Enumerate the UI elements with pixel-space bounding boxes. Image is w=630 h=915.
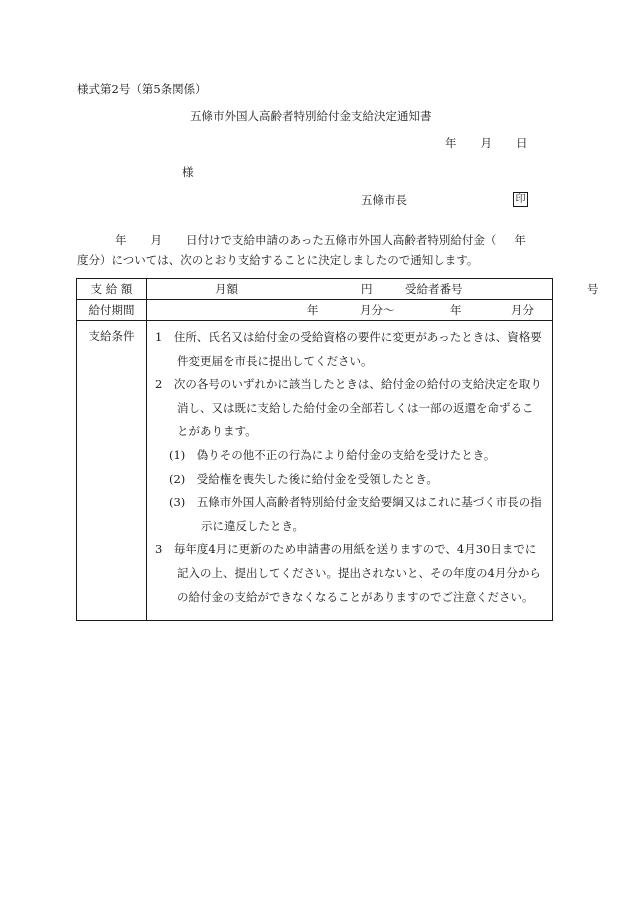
period-row [77,300,553,321]
condition-sub-3: (3) 五條市外国人高齢者特別給付金支給要綱又はこれに基づく市長の指示に違反したとき。 [169,495,542,533]
date-month: 月 [480,136,492,150]
period-label: 給付期間 [77,300,147,321]
document-title: 五條市外国人高齢者特別給付金支給決定通知書 [190,109,432,123]
form-number: 様式第2号（第5条関係） [77,82,207,96]
body-fiscal-year: 年 [514,233,526,247]
amount-label: 支 給 額 [77,279,147,300]
date-year: 年 [445,136,457,150]
conditions-cell [147,321,553,621]
condition-item-3: 3 毎年度4月に更新のため申請書の用紙を送りますので、4月30日までに記入の上、提出してください。提出されないと、その年度の4月分からの給付金の支給ができなくなることがありますのでご注意ください。 [155,542,541,604]
body-line-1 [77,230,552,250]
body-paragraph [77,230,552,270]
from-month: 月分～ [360,303,395,317]
period-cell [147,300,553,321]
condition-sub-2: (2) 受給権を喪失した後に給付金を受領したとき。 [169,471,438,486]
yen-label: 円 [361,282,373,296]
issuer-name: 五條市長 [361,193,407,207]
to-year: 年 [450,303,462,317]
date-day: 日 [516,136,528,150]
seal-stamp: 印 [513,192,528,207]
issue-date [445,138,528,150]
conditions-label: 支給条件 [77,321,147,621]
amount-cell [147,279,599,300]
condition-item-1: 1 住所、氏名又は給付金の受給資格の要件に変更があったときは、資格要件変更届を市長に提出してください。 [155,330,542,368]
info-table [76,278,599,621]
body-text: 日付けで支給申請のあった五條市外国人高齢者特別給付金（ [186,233,497,247]
recipient-number-label: 受給者番号 [405,282,463,296]
body-month: 月 [150,233,162,247]
condition-sub-1: (1) 偽りその他不正の行為により給付金の支給を受けたとき。 [169,447,496,462]
number-suffix: 号 [587,282,599,296]
amount-row [77,279,553,300]
body-year: 年 [115,233,127,247]
conditions-row [77,321,553,621]
addressee-suffix: 様 [182,165,194,179]
condition-item-2: 2 次の各号のいずれかに該当したときは、給付金の給付の支給決定を取り消し、又は既に支給した給付金の全部若しくは一部の返還を命ずることがあります。 [155,377,542,439]
to-month: 月分 [511,303,534,317]
body-line-2: 度分）については、次のとおり支給することに決定しましたので通知します。 [77,253,479,267]
monthly-label: 月額 [215,282,238,296]
from-year: 年 [307,303,319,317]
